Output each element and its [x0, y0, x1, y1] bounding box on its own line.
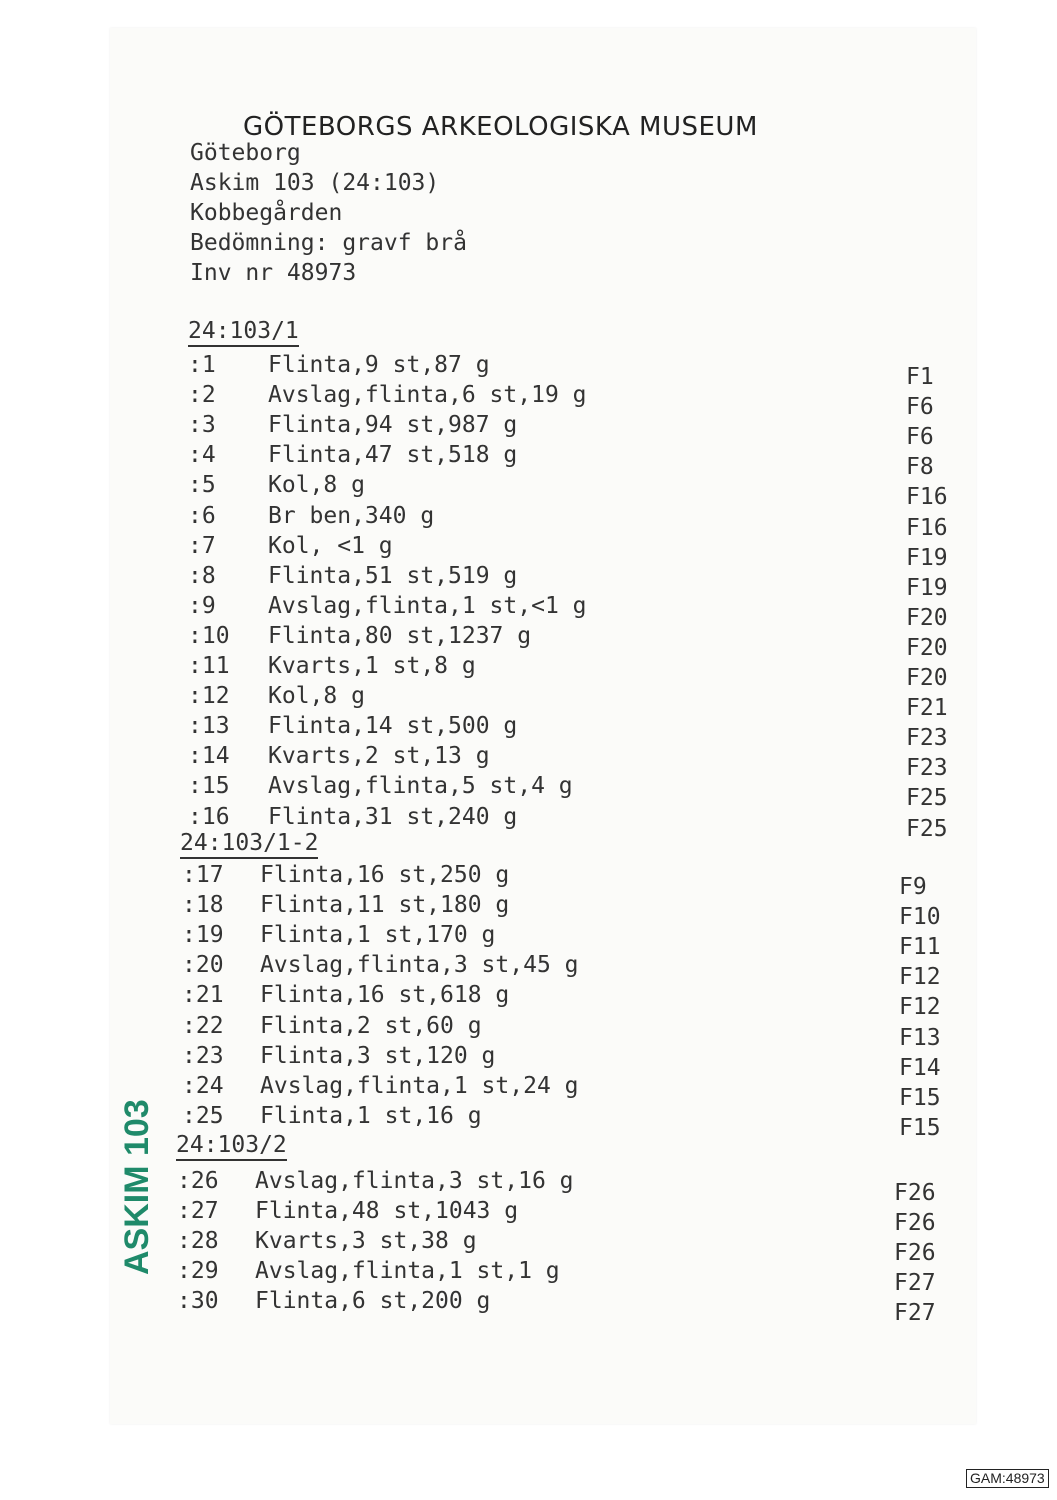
find-code: F20 [906, 634, 948, 661]
find-desc: Flinta,1 st,16 g [260, 1102, 482, 1129]
find-desc: Flinta,16 st,618 g [260, 982, 510, 1009]
find-desc: Kvarts,2 st,13 g [268, 743, 490, 770]
info-line: Askim 103 (24:103) [190, 170, 440, 196]
find-code: F15 [899, 1114, 941, 1141]
find-num: :23 [182, 1042, 224, 1069]
find-num: :28 [177, 1228, 219, 1255]
find-code: F8 [906, 454, 934, 481]
find-num: :14 [188, 743, 230, 770]
find-desc: Flinta,2 st,60 g [260, 1012, 482, 1039]
find-num: :27 [177, 1198, 219, 1225]
find-num: :2 [188, 382, 216, 409]
find-desc: Flinta,9 st,87 g [268, 352, 490, 378]
find-desc: Flinta,31 st,240 g [268, 803, 518, 830]
find-num: :20 [182, 952, 224, 979]
section-title: 24:103/1-2 [180, 830, 318, 859]
find-code: F26 [894, 1210, 936, 1237]
find-num: :10 [188, 622, 230, 649]
section-title: 24:103/1 [188, 318, 299, 347]
find-code: F26 [894, 1240, 936, 1267]
stamp-text: ASKIM 103 [118, 1099, 156, 1275]
find-desc: Avslag,flinta,5 st,4 g [268, 773, 573, 800]
find-desc: Flinta,80 st,1237 g [268, 622, 532, 649]
find-num: :4 [188, 442, 216, 469]
find-num: :25 [182, 1102, 224, 1129]
find-code: F11 [899, 934, 941, 961]
find-desc: Flinta,11 st,180 g [260, 892, 510, 919]
find-code: F12 [899, 964, 941, 991]
find-num: :18 [182, 892, 224, 919]
find-num: :8 [188, 562, 216, 589]
find-code: F12 [899, 994, 941, 1021]
find-num: :17 [182, 862, 224, 888]
find-num: :15 [188, 773, 230, 800]
find-code: F19 [906, 544, 948, 571]
find-desc: Flinta,14 st,500 g [268, 713, 518, 740]
info-line: Bedömning: gravf brå [190, 230, 467, 256]
find-desc: Flinta,3 st,120 g [260, 1042, 496, 1069]
find-num: :26 [177, 1168, 219, 1194]
find-desc: Flinta,94 st,987 g [268, 412, 518, 439]
museum-header: GÖTEBORGS ARKEOLOGISKA MUSEUM [243, 112, 758, 142]
find-code: F10 [899, 904, 941, 931]
find-num: :19 [182, 922, 224, 949]
find-code: F19 [906, 574, 948, 601]
info-line: Göteborg [190, 140, 301, 166]
find-code: F27 [894, 1300, 936, 1327]
find-num: :16 [188, 803, 230, 830]
find-code: F9 [899, 874, 927, 900]
find-num: :1 [188, 352, 216, 378]
find-desc: Avslag,flinta,1 st,<1 g [268, 592, 587, 619]
find-desc: Flinta,16 st,250 g [260, 862, 510, 888]
find-num: :6 [188, 502, 216, 529]
find-code: F25 [906, 815, 948, 842]
find-num: :12 [188, 683, 230, 710]
find-num: :11 [188, 653, 230, 679]
find-code: F16 [906, 484, 948, 511]
find-num: :24 [182, 1072, 224, 1099]
find-num: :13 [188, 713, 230, 740]
find-num: :22 [182, 1012, 224, 1039]
find-code: F16 [906, 514, 948, 541]
find-desc: Br ben,340 g [268, 502, 435, 529]
find-desc: Avslag,flinta,1 st,24 g [260, 1072, 579, 1099]
find-code: F21 [906, 695, 948, 722]
find-num: :7 [188, 532, 216, 559]
find-desc: Flinta,47 st,518 g [268, 442, 518, 469]
find-desc: Flinta,6 st,200 g [255, 1288, 491, 1315]
find-code: F20 [906, 665, 948, 691]
find-code: F1 [906, 364, 934, 390]
find-code: F27 [894, 1270, 936, 1297]
find-desc: Kol,8 g [268, 683, 365, 710]
find-code: F15 [899, 1084, 941, 1111]
find-code: F6 [906, 394, 934, 421]
find-num: :30 [177, 1288, 219, 1315]
askim-stamp [118, 1070, 178, 1280]
find-desc: Avslag,flinta,3 st,16 g [255, 1168, 574, 1194]
find-num: :9 [188, 592, 216, 619]
find-code: F23 [906, 755, 948, 782]
find-desc: Flinta,51 st,519 g [268, 562, 518, 589]
find-desc: Kol,8 g [268, 472, 365, 499]
inventory-label: GAM:48973 [966, 1469, 1049, 1488]
find-num: :21 [182, 982, 224, 1009]
find-code: F26 [894, 1180, 936, 1206]
find-num: :5 [188, 472, 216, 499]
find-num: :3 [188, 412, 216, 439]
find-desc: Kvarts,1 st,8 g [268, 653, 476, 679]
find-desc: Kol, <1 g [268, 532, 393, 559]
find-desc: Kvarts,3 st,38 g [255, 1228, 477, 1255]
section-title: 24:103/2 [176, 1132, 287, 1161]
find-code: F25 [906, 785, 948, 812]
find-desc: Flinta,1 st,170 g [260, 922, 496, 949]
find-code: F23 [906, 725, 948, 752]
find-desc: Avslag,flinta,3 st,45 g [260, 952, 579, 979]
find-desc: Flinta,48 st,1043 g [255, 1198, 519, 1225]
find-desc: Avslag,flinta,6 st,19 g [268, 382, 587, 409]
find-desc: Avslag,flinta,1 st,1 g [255, 1258, 560, 1285]
find-num: :29 [177, 1258, 219, 1285]
find-code: F20 [906, 604, 948, 631]
find-code: F13 [899, 1024, 941, 1051]
info-line: Kobbegården [190, 200, 343, 226]
find-code: F6 [906, 424, 934, 451]
find-code: F14 [899, 1054, 941, 1081]
info-line: Inv nr 48973 [190, 260, 357, 286]
